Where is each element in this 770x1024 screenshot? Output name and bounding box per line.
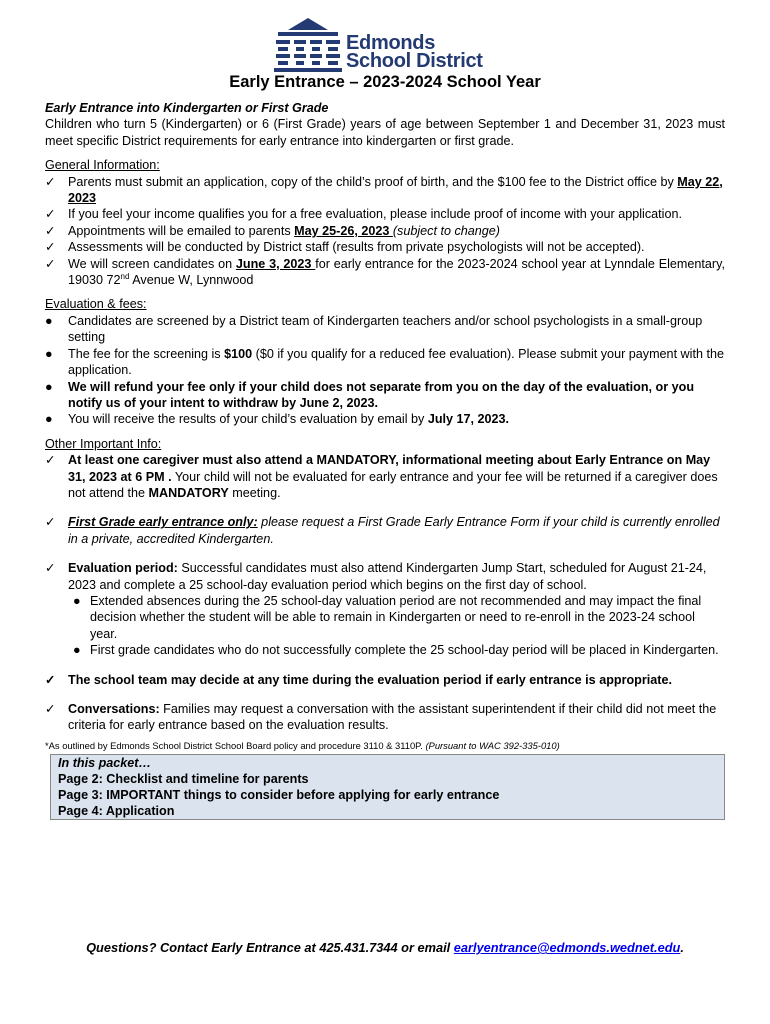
- bullet-icon: ●: [45, 313, 53, 328]
- check-icon: ✓: [45, 453, 56, 468]
- footnote-text: *As outlined by Edmonds School District School Board policy and procedure 3110 & 3110P.: [45, 739, 426, 751]
- item-text: If you feel your income qualifies you for a free evaluation, please include proof of income with your application.: [68, 207, 682, 222]
- item-text: Avenue W, Lynnwood: [129, 273, 254, 288]
- item-text: Successful candidates must also attend Kindergarten Jump Start, scheduled for August 21-24, 2023 and complete a 25 school-day evaluation period which begins on the first day of school.: [68, 561, 707, 592]
- screening-date: June 3, 2023: [235, 256, 316, 271]
- district-logo: [272, 16, 502, 74]
- item-text: Assessments will be conducted by District staff (results from private psychologists will not be accepted).: [68, 240, 645, 255]
- check-icon: ✓: [45, 174, 56, 189]
- list-item: [45, 206, 725, 222]
- item-text: The fee for the screening is: [68, 346, 225, 361]
- page-title: Early Entrance – 2023-2024 School Year: [229, 73, 541, 91]
- list-item: [45, 239, 725, 255]
- period-sublist: [68, 593, 725, 659]
- contact-end: .: [680, 940, 684, 955]
- list-item: [45, 452, 725, 501]
- bullet-icon: ●: [73, 643, 81, 658]
- item-text: Appointments will be emailed to parents: [68, 223, 295, 238]
- item-text: Parents must submit an application, copy of the child’s proof of birth, and the $100 fee to the District office by: [68, 174, 678, 189]
- bullet-icon: ●: [45, 346, 53, 361]
- list-item: [45, 701, 725, 734]
- packet-line: Page 3: IMPORTANT things to consider before applying for early entrance: [58, 787, 500, 802]
- item-text: We will screen candidates on: [68, 256, 236, 271]
- bullet-icon: ●: [73, 593, 81, 608]
- mandatory-label: MANDATORY: [148, 485, 229, 500]
- item-text: Extended absences during the 25 school-day valuation period are not recommended and may impact the final decision whether the student will be able to remain in Kindergarten or need to re-enroll in the 2023-24 school year.: [90, 593, 702, 641]
- check-icon: ✓: [45, 240, 56, 255]
- general-heading: General Information:: [45, 158, 160, 173]
- email-link[interactable]: earlyentrance@edmonds.wednet.edu: [453, 940, 681, 955]
- list-item: [45, 379, 725, 412]
- list-item: [68, 642, 725, 658]
- item-note: (subject to change): [392, 223, 500, 238]
- list-item: [45, 672, 725, 688]
- check-icon: ✓: [45, 672, 56, 687]
- first-grade-label: First Grade early entrance only:: [68, 515, 258, 530]
- evaluation-heading: Evaluation & fees:: [45, 297, 147, 312]
- contact-line: [0, 940, 770, 956]
- general-list: [45, 174, 725, 289]
- other-heading: Other Important Info:: [45, 436, 162, 451]
- evaluation-period-label: Evaluation period:: [68, 561, 178, 576]
- packet-line: Page 2: Checklist and timeline for parents: [58, 771, 309, 786]
- refund-text: We will refund your fee only if your child does not separate from you on the day of the evaluation, or you notify us of your intent to withdraw by June 2, 2023.: [68, 379, 695, 410]
- check-icon: ✓: [45, 223, 56, 238]
- appointment-date: May 25-26, 2023: [294, 223, 393, 238]
- results-date: July 17, 2023.: [427, 412, 510, 427]
- intro-text: Children who turn 5 (Kindergarten) or 6 (First Grade) years of age between September 1 and December 31, 2023 must meet specific District requirements for early entrance into kindergarten or first grade.: [45, 117, 725, 148]
- ordinal-suffix: nd: [120, 271, 130, 281]
- check-icon: ✓: [45, 515, 56, 530]
- fee-amount: $100: [224, 346, 253, 361]
- list-item: [68, 593, 725, 642]
- deadline-date: May 22, 2023: [68, 174, 723, 206]
- evaluation-list: [45, 313, 725, 428]
- contact-text: Questions? Contact Early Entrance at 425.431.7344 or email: [86, 940, 454, 955]
- logo-line-2: School District: [346, 50, 483, 72]
- meeting-notice: At least one caregiver must also attend a MANDATORY, informational meeting about Early Entrance on May 31, 2023 at 6 PM .: [68, 453, 711, 484]
- conversations-label: Conversations:: [68, 702, 160, 716]
- packet-heading: In this packet…: [58, 755, 152, 770]
- footnote-citation: (Pursuant to WAC 392-335-010): [425, 739, 560, 751]
- intro-heading: Early Entrance into Kindergarten or First Grade: [45, 101, 329, 115]
- check-icon: ✓: [45, 207, 56, 222]
- list-item: [45, 411, 725, 427]
- item-text: please request a First Grade Early Entrance Form if your child is currently enrolled in a private, accredited Kindergarten.: [68, 515, 720, 546]
- item-text: for early entrance for the 2023-2024 school year at Lynndale Elementary, 19030 72: [68, 256, 725, 288]
- district-logo-icon: [272, 16, 344, 74]
- main-content: [45, 100, 725, 820]
- other-list: [45, 452, 725, 734]
- logo-line-1: Edmonds: [346, 32, 436, 54]
- list-item: [45, 256, 725, 289]
- check-icon: ✓: [45, 561, 56, 576]
- item-text: Your child will not be evaluated for early entrance and your fee will be returned if a caregiver does not attend the: [68, 469, 718, 500]
- list-item: [45, 346, 725, 379]
- bullet-icon: ●: [45, 412, 53, 427]
- footnote: [45, 740, 725, 752]
- list-item: [45, 313, 725, 346]
- list-item: [45, 174, 725, 207]
- item-text: You will receive the results of your child’s evaluation by email by: [68, 412, 428, 427]
- item-text: meeting.: [228, 485, 281, 500]
- packet-line: Page 4: Application: [58, 803, 175, 818]
- bullet-icon: ●: [45, 379, 53, 394]
- item-text: Candidates are screened by a District team of Kindergarten teachers and/or school psychologists in a small-group setting: [68, 313, 703, 345]
- check-icon: ✓: [45, 702, 56, 716]
- item-text: Families may request a conversation with the assistant superintendent if their child did not meet the criteria for early entrance based on the evaluation results.: [68, 702, 717, 733]
- check-icon: ✓: [45, 256, 56, 271]
- item-text: ($0 if you qualify for a reduced fee evaluation). Please submit your payment with the application.: [68, 346, 724, 378]
- list-item: [45, 514, 725, 547]
- packet-box: [50, 754, 725, 820]
- item-text: First grade candidates who do not successfully complete the 25 school-day period will be placed in Kindergarten.: [90, 643, 719, 658]
- list-item: [45, 560, 725, 658]
- list-item: [45, 223, 725, 239]
- item-text: The school team may decide at any time during the evaluation period if early entrance is appropriate.: [68, 672, 672, 687]
